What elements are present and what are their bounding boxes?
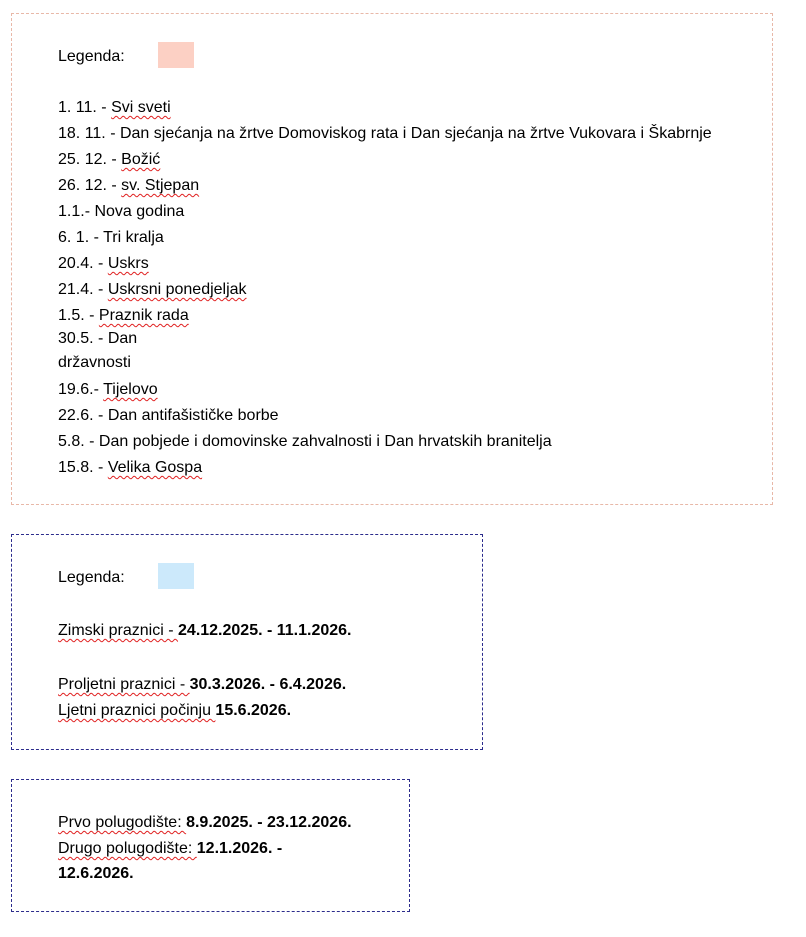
second-term-row: Drugo polugodište: 12.1.2026. - 12.6.2026.	[58, 840, 283, 882]
winter-break-row: Zimski praznici - 24.12.2025. - 11.1.2026.	[58, 622, 352, 639]
holiday-row: 1. 11. - Svi sveti	[58, 99, 171, 116]
breaks-legend-label: Legenda:	[58, 569, 125, 586]
holiday-row: 1.5. - Praznik rada	[58, 307, 189, 324]
breaks-legend-swatch	[158, 563, 194, 589]
terms-box	[11, 779, 410, 912]
holiday-row: 1.1.- Nova godina	[58, 203, 185, 220]
holiday-row: 26. 12. - sv. Stjepan	[58, 177, 200, 194]
holiday-row: 18. 11. - Dan sjećanja na žrtve Domoviskog rata i Dan sjećanja na žrtve Vukovara i Škabrnje	[58, 125, 712, 142]
holiday-row: 5.8. - Dan pobjede i domovinske zahvalnosti i Dan hrvatskih branitelja	[58, 433, 552, 450]
first-term-row: Prvo polugodište: 8.9.2025. - 23.12.2026.	[58, 814, 352, 831]
spring-break-row: Proljetni praznici - 30.3.2026. - 6.4.2026.	[58, 676, 347, 693]
summer-break-row: Ljetni praznici počinju 15.6.2026.	[58, 702, 292, 719]
holidays-legend-swatch	[158, 42, 194, 68]
holidays-box	[11, 13, 773, 505]
holiday-row: 21.4. - Uskrsni ponedjeljak	[58, 281, 247, 298]
holiday-row: 22.6. - Dan antifašističke borbe	[58, 407, 279, 424]
holidays-legend-label: Legenda:	[58, 48, 125, 65]
holiday-row: 30.5. - Dan državnosti	[58, 330, 138, 371]
school-breaks-box	[11, 534, 483, 750]
holiday-row: 6. 1. - Tri kralja	[58, 229, 164, 246]
holiday-row: 25. 12. - Božić	[58, 151, 161, 168]
holiday-row: 20.4. - Uskrs	[58, 255, 149, 272]
holiday-row: 15.8. - Velika Gospa	[58, 459, 203, 476]
holiday-row: 19.6.- Tijelovo	[58, 381, 158, 398]
